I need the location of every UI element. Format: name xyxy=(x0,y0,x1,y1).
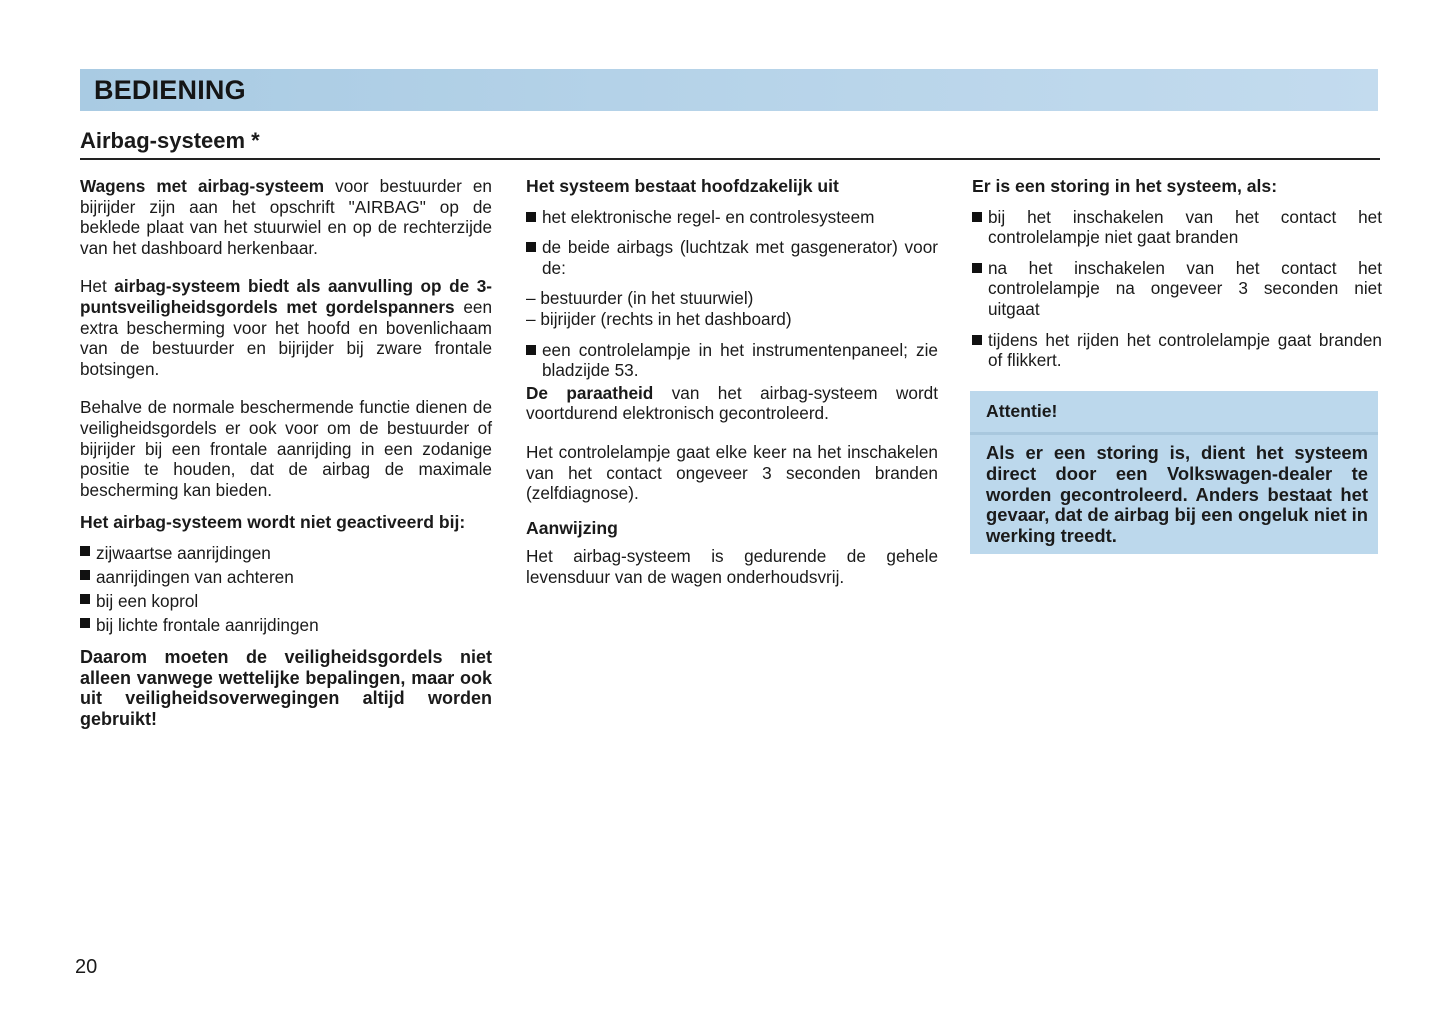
not-activated-list xyxy=(80,541,492,637)
text: Het controlelampje gaat elke keer na het inschakelen van het contact ongeveer 3 seconden branden (zelfdiagnose). xyxy=(526,441,938,504)
note-text: Het airbag-systeem is gedurende de gehele levensduur van de wagen onderhoudsvrij. xyxy=(526,546,938,587)
text: voor bestuurder en bijrijder zijn aan het opschrift "AIRBAG" op de beklede plaat van het stuurwiel en op de rechterzijde van het dashboard herkenbaar. xyxy=(80,176,492,258)
bold-text: airbag-systeem biedt als aanvulling op de 3-puntsveiligheidsgordels met gordelspanners xyxy=(80,276,492,317)
readiness-paragraph xyxy=(526,383,938,424)
list-item: bij lichte frontale aanrijdingen xyxy=(80,613,492,637)
list-item: aanrijdingen van achteren xyxy=(80,565,492,589)
bullet-icon xyxy=(972,335,982,345)
attention-text: Als er een storing is, dient het systeem direct door een Volkswagen-dealer te worden gecontroleerd. Anders bestaat het gevaar, dat de airbag bij een ongeluk niet in werking treedt. xyxy=(986,442,1368,547)
list-item: tijdens het rijden het controlelampje gaat branden of flikkert. xyxy=(972,330,1382,371)
text: een extra bescherming voor het hoofd en bovenlichaam van de bestuurder en bijrijder bij zware frontale botsingen. xyxy=(80,296,493,379)
column-1 xyxy=(80,176,492,747)
note-heading: Aanwijzing xyxy=(526,517,618,538)
list-item: het elektronische regel- en controlesysteem xyxy=(526,207,938,228)
attention-title: Attentie! xyxy=(986,401,1058,421)
self-diagnosis-paragraph xyxy=(526,442,938,504)
page-number: 20 xyxy=(75,956,98,978)
airbag-function-paragraph xyxy=(80,276,492,379)
bullet-icon xyxy=(80,618,90,628)
attention-divider xyxy=(970,432,1378,435)
intro-paragraph xyxy=(80,176,492,258)
bold-text: Wagens met airbag-systeem xyxy=(80,176,325,196)
title-divider xyxy=(80,158,1380,160)
section-header-band xyxy=(80,69,1378,111)
list-item: – bestuurder (in het stuurwiel) xyxy=(526,288,754,309)
system-components-heading: Het systeem bestaat hoofdzakelijk uit xyxy=(526,176,839,196)
bullet-icon xyxy=(972,263,982,273)
text: Het xyxy=(80,276,115,297)
attention-box xyxy=(970,391,1378,554)
bullet-icon xyxy=(80,594,90,604)
column-2 xyxy=(526,176,938,606)
bullet-icon xyxy=(526,345,536,355)
list-item: een controlelampje in het instrumentenpaneel; zie bladzijde 53. xyxy=(526,340,938,381)
list-item: – bijrijder (rechts in het dashboard) xyxy=(526,308,792,329)
list-item: zijwaartse aanrijdingen xyxy=(80,541,492,565)
bullet-icon xyxy=(80,570,90,580)
bullet-icon xyxy=(526,242,536,252)
page-title: Airbag-systeem * xyxy=(80,128,260,153)
seatbelt-warning: Daarom moeten de veiligheidsgordels niet alleen vanwege wettelijke bepalingen, maar ook uit veiligheidsoverwegingen altijd worden gebruikt! xyxy=(80,646,492,729)
malfunction-heading: Er is een storing in het systeem, als: xyxy=(972,176,1278,196)
list-item: na het inschakelen van het contact het controlelampje na ongeveer 3 seconden niet uitgaat xyxy=(972,258,1382,320)
bullet-icon xyxy=(80,546,90,556)
bullet-icon xyxy=(972,212,982,222)
not-activated-heading: Het airbag-systeem wordt niet geactiveerd bij: xyxy=(80,512,466,533)
text: Behalve de normale beschermende functie dienen de veiligheidsgordels er ook voor om de bestuurder of bijrijder bij een frontale aanrijding in een zodanige positie te houden, dat de airbag de maximale bescherming kan bieden. xyxy=(80,397,492,500)
list-item: de beide airbags (luchtzak met gasgenerator) voor de: xyxy=(526,237,938,278)
section-title: BEDIENING xyxy=(94,75,246,105)
column-3 xyxy=(972,176,1382,371)
list-item: bij een koprol xyxy=(80,589,492,613)
list-item: bij het inschakelen van het contact het controlelampje niet gaat branden xyxy=(972,207,1382,248)
bullet-icon xyxy=(526,212,536,222)
text: van het airbag-systeem wordt voortdurend elektronisch gecontroleerd. xyxy=(526,382,938,424)
seatbelt-paragraph xyxy=(80,397,492,500)
bold-text: De paraatheid xyxy=(526,382,654,403)
